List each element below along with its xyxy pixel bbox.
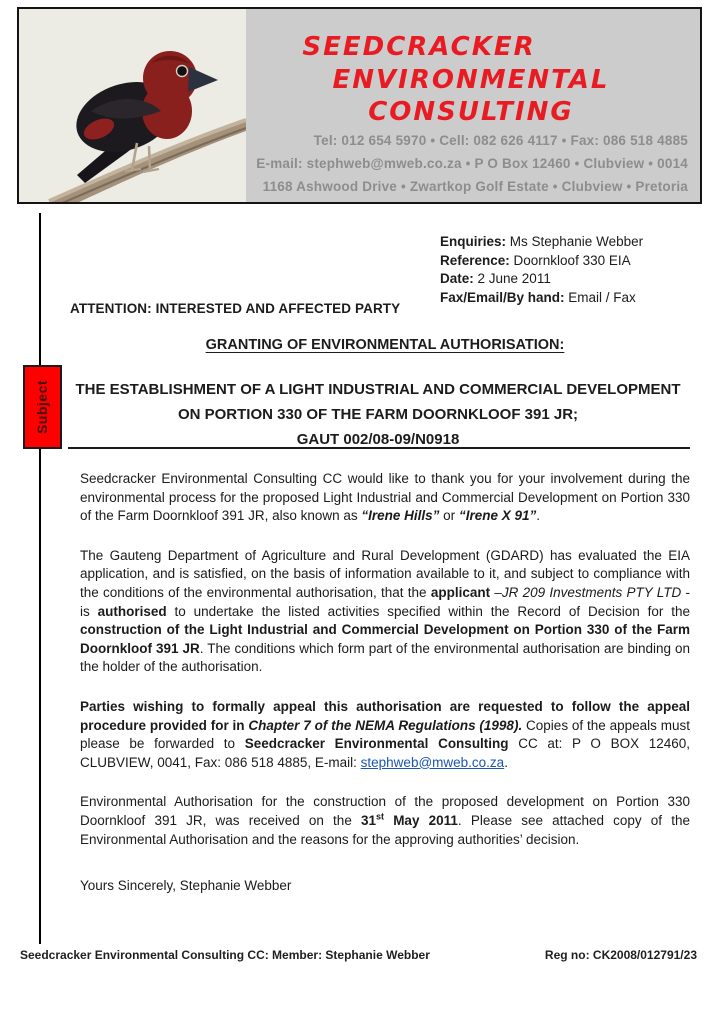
paragraph-gdard-decision: The Gauteng Department of Agriculture and Rural Development (GDARD) has evaluated the EIA application, and is satisfied, on the basis of information available to it, and subject to compliance with the conditions of the environmental authorisation, that the applicant –JR 209 Investments PTY LTD - is authorised to undertake the listed activities specified within the Record of Decision for the construction of the Light Industrial and Commercial Development on Portion 330 of the Farm Doornkloof 391 JR. The conditions which form part of the environmental authorisation are binding on the holder of the authorisation. [80,547,691,675]
email-link[interactable]: stephweb@mweb.co.za [360,754,505,770]
company-name-line2: ENVIRONMENTAL CONSULTING [332,64,610,127]
attention-line: ATTENTION: INTERESTED AND AFFECTED PARTY [70,301,401,316]
subject-heading-line1: THE ESTABLISHMENT OF A LIGHT INDUSTRIAL AND COMMERCIAL DEVELOPMENT [75,381,681,398]
subject-heading-line3: GAUT 002/08-09/N0918 [296,431,460,448]
paragraph-appeal-procedure: Parties wishing to formally appeal this authorisation are requested to follow the appeal procedure provided for in Chapter 7 of the NEMA Regulations (1998). Copies of the appeals must please be forwarded to Seedcracker Environmental Consulting CC at: P O BOX 12460, CLUBVIEW, 0041, Fax: 086 518 4885, E-mail: stephweb@mweb.co.za. [80,698,691,770]
company-name-line1: SEEDCRACKER [302,32,536,62]
signoff: Yours Sincerely, Stephanie Webber [80,878,292,894]
meta-row-date: Date: 2 June 2011 [440,271,551,286]
contact-line-address: 1168 Ashwood Drive • Zwartkop Golf Estate • Clubview • Pretoria [262,178,688,194]
meta-row-enquiries: Enquiries: Ms Stephanie Webber [440,234,644,249]
paragraph-authorisation-received: Environmental Authorisation for the construction of the proposed development on Portion 330 Doornkloof 391 JR, was received on the 31st May 2011. Please see attached copy of the Environmental Authorisation and the reasons for the approving authorities’ decision. [80,794,690,847]
letterhead [17,7,702,204]
heading-divider-line [68,447,690,449]
contact-line-phone: Tel: 012 654 5970 • Cell: 082 626 4117 • Fax: 086 518 4885 [313,132,688,148]
meta-row-delivery: Fax/Email/By hand: Email / Fax [440,289,636,305]
subject-heading [66,377,690,452]
company-name [254,31,688,129]
subject-heading-line2: ON PORTION 330 OF THE FARM DOORNKLOOF 391 JR; [177,406,579,423]
subject-tab [23,365,62,449]
footer-member-info: Seedcracker Environmental Consulting CC: Member: Stephanie Webber [20,948,430,962]
page-footer [20,948,697,962]
contact-line-email: E-mail: stephweb@mweb.co.za • P O Box 12460 • Clubview • 0014 [256,155,688,171]
footer-reg-number: Reg no: CK2008/012791/23 [544,948,697,962]
letterhead-right [246,9,700,202]
letter-body [80,470,690,917]
subject-tab-label: Subject [34,379,51,435]
letter-meta [440,233,643,307]
paragraph-thanks: Seedcracker Environmental Consulting CC would like to thank you for your involvement during the environmental process for the proposed Light Industrial and Commercial Development on Portion 330 of the Farm Doornkloof 391 JR, also known as “Irene Hills” or “Irene X 91”. [80,471,690,524]
margin-vertical-line [39,213,41,944]
contact-info [254,129,688,198]
granting-heading: GRANTING OF ENVIRONMENTAL AUTHORISATION: [205,337,565,353]
meta-row-reference: Reference: Doornkloof 330 EIA [440,252,631,268]
